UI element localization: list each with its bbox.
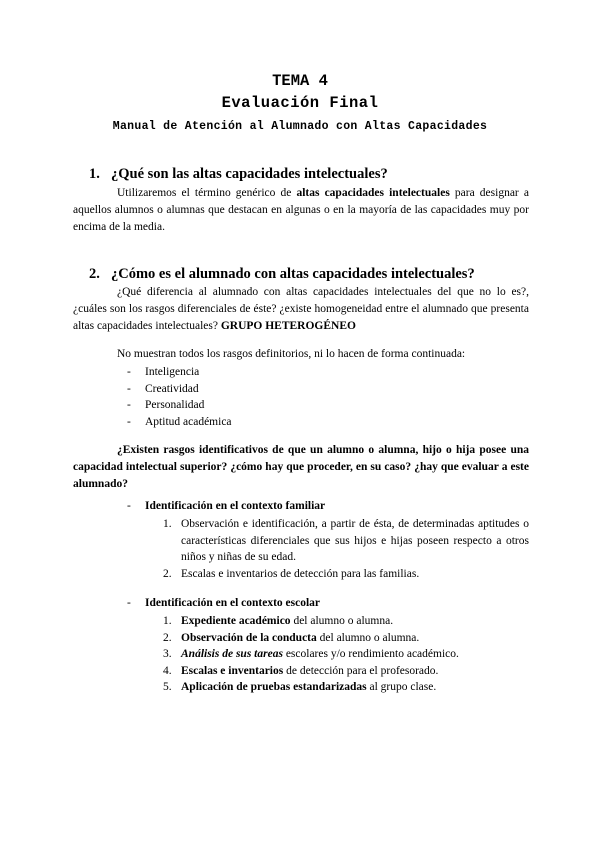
document-subtitle: Manual de Atención al Alumnado con Altas Capacidades <box>112 120 488 133</box>
list-item: 2. Observación de la conducta del alumno o alumna. <box>163 631 420 644</box>
list-item: 1. Observación e identificación, a partir de ésta, de determinadas aptitudes o características diferenciales que sus hijos e hijas poseen respecto a otros niños y niñas de su edad. <box>163 518 529 563</box>
paragraph-text: para designar a aquellos alumnos o alumnas que destacan en algunas o en la mayoría de las capacidades muy por encima de la media. <box>73 187 529 233</box>
section-1-title-text: ¿Qué son las altas capacidades intelectuales? <box>111 166 388 182</box>
school-context-heading: - Identificación en el contexto escolar <box>127 597 321 609</box>
list-item: 1. Expediente académico del alumno o alumna. <box>163 615 394 627</box>
list-item: 3. Análisis de sus tareas escolares y/o rendimiento académico. <box>163 648 459 660</box>
identification-question: ¿Existen rasgos identificativos de que un alumno o alumna, hijo o hija posee una capacidad intelectual superior? ¿cómo hay que proceder, en su caso? ¿hay que evaluar a este alumnado? <box>73 444 529 490</box>
list-item: 4. Escalas e inventarios de detección para el profesorado. <box>163 664 439 677</box>
section-2-number: 2. <box>89 266 100 282</box>
section-2-paragraph <box>73 284 529 335</box>
school-context-list <box>163 613 529 696</box>
list-item: - Aptitud académica <box>127 415 232 428</box>
paragraph-text: Utilizaremos el término genérico de <box>117 187 297 199</box>
section-1-paragraph <box>73 185 529 236</box>
paragraph-text: ¿Qué diferencia al alumnado con altas capacidades intelectuales del que no lo es?, ¿cuáles son los rasgos diferenciales de éste? ¿existe homogeneidad entre el alumnado que presenta altas capacidades intelectuales? <box>73 286 529 332</box>
section-1-title <box>89 166 388 183</box>
list-item: - Personalidad <box>127 399 205 411</box>
rasgos-list <box>127 364 232 430</box>
list-item: - Creatividad <box>127 382 199 395</box>
paragraph-bold-term: GRUPO HETEROGÉNEO <box>220 320 356 332</box>
section-2-title-text: ¿Cómo es el alumnado con altas capacidades intelectuales? <box>111 266 475 282</box>
list-item: - Inteligencia <box>127 366 200 378</box>
list-item: 5. Aplicación de pruebas estandarizadas al grupo clase. <box>163 681 437 693</box>
document-heading: TEMA 4 <box>272 72 328 90</box>
familiar-context-list <box>163 516 529 582</box>
section-1-number: 1. <box>89 166 100 182</box>
paragraph-bold-term: altas capacidades intelectuales <box>296 187 450 199</box>
rasgos-intro: No muestran todos los rasgos definitorios, ni lo hacen de forma continuada: <box>117 348 466 360</box>
section-2-title <box>89 266 475 283</box>
document-title: Evaluación Final <box>221 94 379 112</box>
list-item: 2. Escalas e inventarios de detección para las familias. <box>163 567 420 580</box>
familiar-context-heading: - Identificación en el contexto familiar <box>127 500 326 512</box>
